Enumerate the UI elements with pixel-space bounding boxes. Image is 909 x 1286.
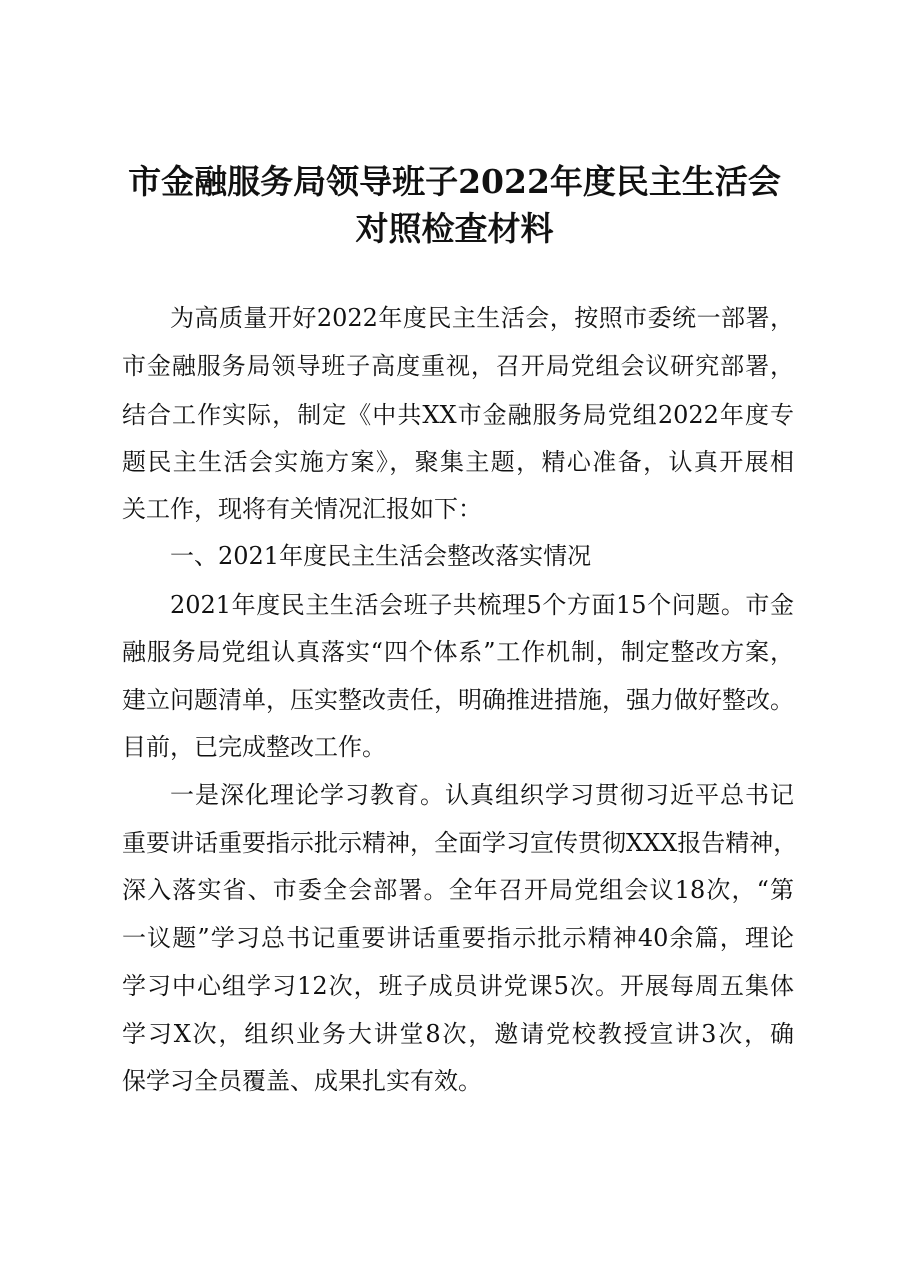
paragraph-2-line: 2021年度民主生活会班子共梳理5个方面15个问题。市金 — [170, 591, 794, 619]
paragraph-3-line: 保学习全员覆盖、成果扎实有效。 — [122, 1067, 482, 1095]
paragraph-1-line: 市金融服务局领导班子高度重视，召开局党组会议研究部署， — [122, 352, 794, 380]
paragraph-2-line: 融服务局党组认真落实“四个体系”工作机制，制定整改方案， — [122, 638, 794, 666]
document-title-line-2: 对照检查材料 — [355, 209, 554, 248]
paragraph-3-line: 一议题”学习总书记重要讲话重要指示批示精神40余篇，理论 — [122, 924, 794, 952]
paragraph-1-line: 结合工作实际，制定《中共XX市金融服务局党组2022年度专 — [122, 401, 794, 429]
paragraph-3-line: 学习中心组学习12次，班子成员讲党课5次。开展每周五集体 — [122, 972, 794, 1000]
paragraph-2-line: 建立问题清单，压实整改责任，明确推进措施，强力做好整改。 — [122, 686, 794, 714]
paragraph-2-line: 目前，已完成整改工作。 — [122, 733, 386, 761]
paragraph-1-line: 为高质量开好2022年度民主生活会，按照市委统一部署， — [170, 304, 794, 332]
paragraph-3-line: 重要讲话重要指示批示精神，全面学习宣传贯彻XXX报告精神， — [122, 829, 798, 857]
paragraph-3-line: 深入落实省、市委全会部署。全年召开局党组会议18次，“第 — [122, 876, 794, 904]
paragraph-1-line: 题民主生活会实施方案》，聚集主题，精心准备，认真开展相 — [122, 448, 794, 476]
paragraph-3-line: 学习X次，组织业务大讲堂8次，邀请党校教授宣讲3次，确 — [122, 1020, 794, 1048]
section-heading: 一、2021年度民主生活会整改落实情况 — [170, 542, 592, 570]
paragraph-1-line: 关工作，现将有关情况汇报如下： — [122, 495, 482, 523]
document-title-line-1: 市金融服务局领导班子2022年度民主生活会 — [128, 162, 781, 201]
paragraph-3-line: 一是深化理论学习教育。认真组织学习贯彻习近平总书记 — [170, 781, 794, 809]
